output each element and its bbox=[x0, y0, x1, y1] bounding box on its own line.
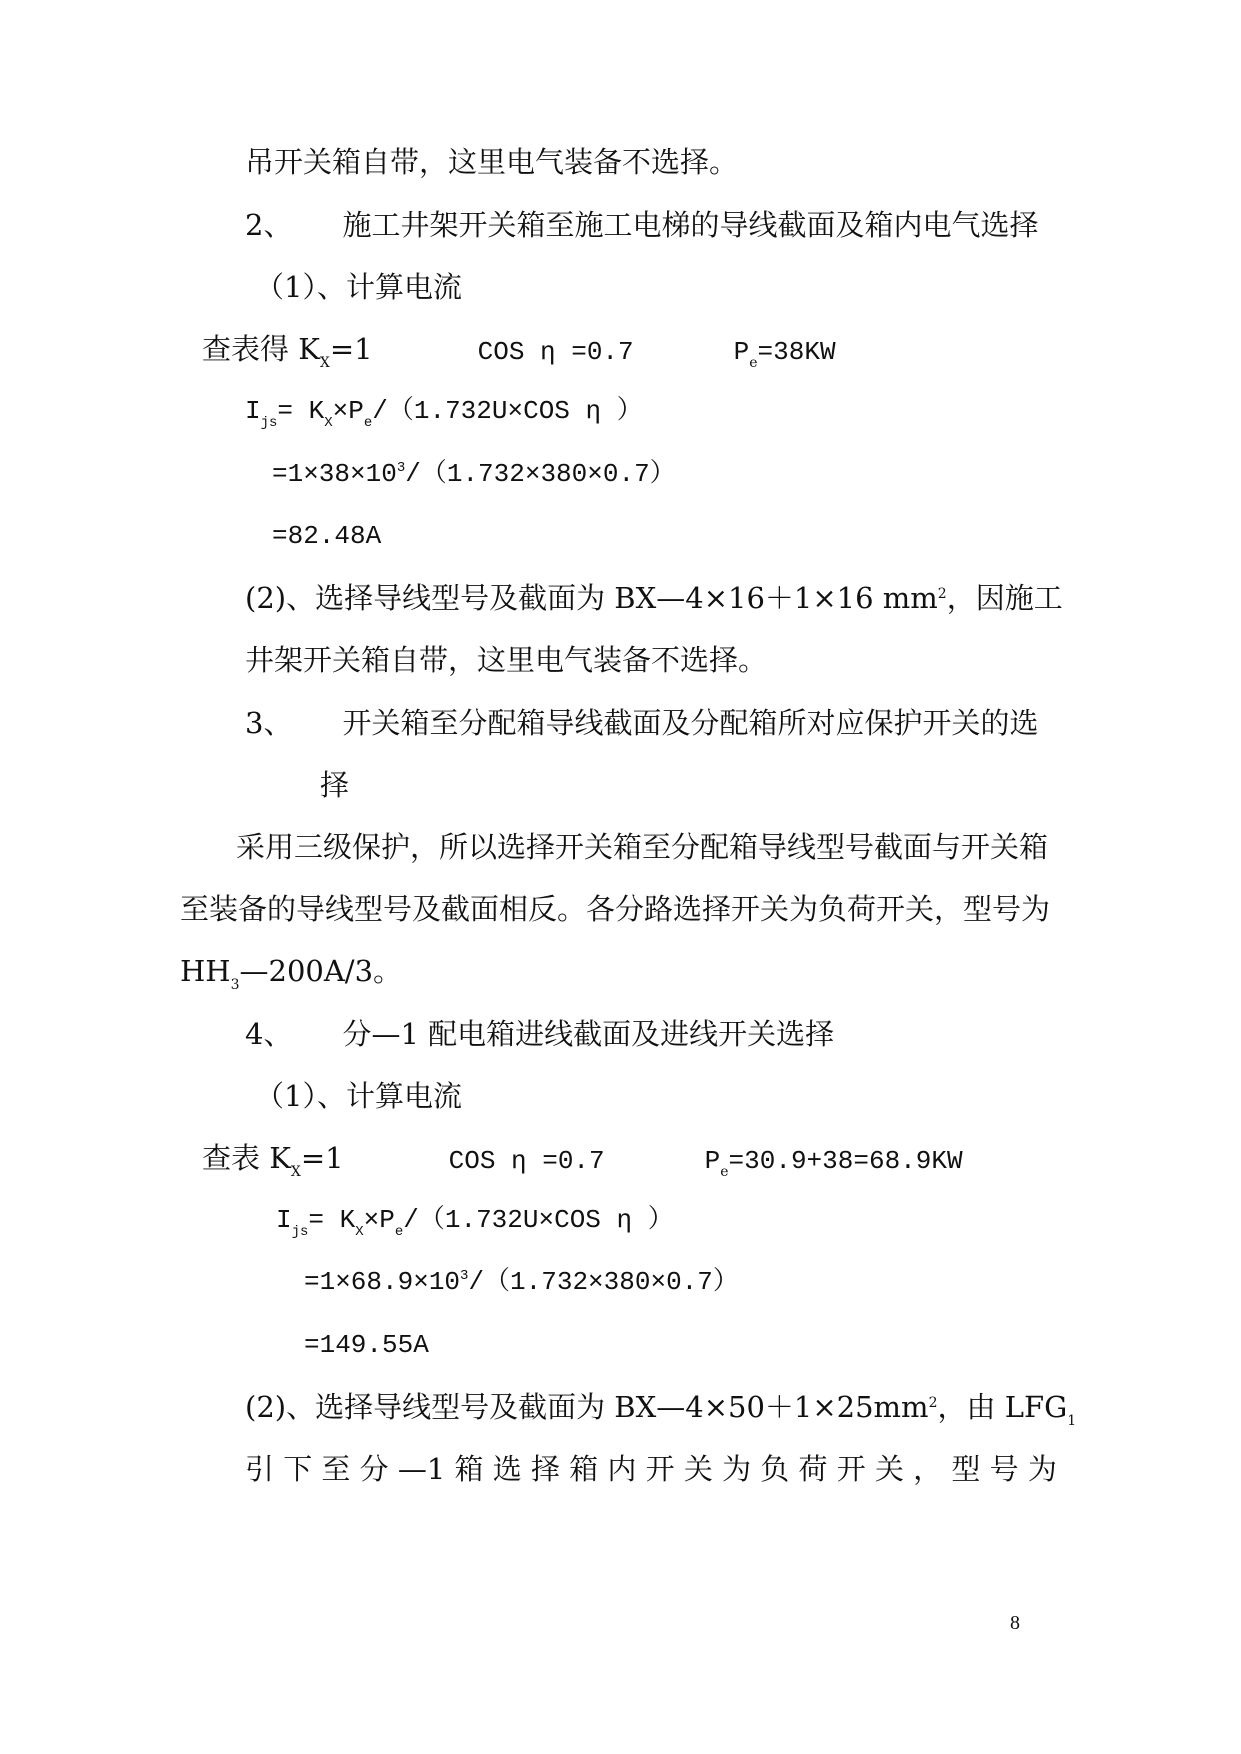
text: 引 下 至 分 —1 箱 选 择 箱 内 开 关 为 负 荷 开 关 ， 型 号 为 bbox=[245, 1452, 1057, 1486]
text: =1×68.9×10 bbox=[304, 1267, 461, 1297]
paragraph-line bbox=[245, 1449, 1057, 1489]
section-heading bbox=[245, 1014, 834, 1054]
section-title: 开关箱至分配箱导线截面及分配箱所对应保护开关的选 bbox=[342, 706, 1039, 740]
subscript: e bbox=[749, 355, 758, 371]
subscript: e bbox=[720, 1164, 729, 1180]
subscript: 1 bbox=[1067, 1413, 1077, 1429]
text: 采用三级保护，所以选择开关箱至分配箱导线型号截面与开关箱 bbox=[236, 830, 1049, 864]
text: /（1.732×380×0.7） bbox=[468, 1267, 739, 1297]
text: =1 bbox=[300, 1141, 344, 1175]
text: = K bbox=[308, 1205, 356, 1235]
text: 择 bbox=[320, 768, 350, 802]
page-number: 8 bbox=[1010, 1612, 1020, 1634]
paragraph-line bbox=[245, 142, 738, 182]
text: ×P bbox=[363, 1205, 395, 1235]
formula-result bbox=[272, 516, 381, 556]
superscript: 2 bbox=[928, 1395, 938, 1411]
text: (2)、选择导线型号及截面为 BX—4×16＋1×16 mm bbox=[245, 581, 938, 615]
text: ，因施工 bbox=[946, 581, 1063, 615]
text: =30.9+38=68.9KW bbox=[728, 1146, 963, 1176]
lookup-line bbox=[202, 1138, 963, 1184]
text: =149.55A bbox=[304, 1330, 429, 1360]
subsection-heading bbox=[255, 267, 462, 307]
section-title: 分—1 配电箱进线截面及进线开关选择 bbox=[342, 1017, 835, 1051]
text: 查表 K bbox=[202, 1141, 291, 1175]
section-heading-cont bbox=[320, 765, 349, 805]
text: /（1.732U×COS η ） bbox=[372, 396, 643, 426]
text: I bbox=[276, 1205, 292, 1235]
superscript: 3 bbox=[460, 1268, 469, 1284]
text: (2)、选择导线型号及截面为 BX—4×50＋1×25mm bbox=[245, 1390, 929, 1424]
text: = K bbox=[277, 396, 325, 426]
formula-result bbox=[304, 1325, 429, 1365]
text: /（1.732U×COS η ） bbox=[403, 1205, 674, 1235]
text: 吊开关箱自带，这里电气装备不选择。 bbox=[245, 145, 739, 179]
text: =82.48A bbox=[272, 521, 382, 551]
section-heading bbox=[245, 703, 1038, 743]
subscript: js bbox=[291, 1224, 309, 1240]
formula-line bbox=[304, 1262, 739, 1306]
paragraph-line bbox=[236, 827, 1048, 867]
paragraph-line bbox=[245, 640, 767, 680]
paragraph-line bbox=[180, 889, 1050, 929]
paragraph-line bbox=[245, 578, 1063, 624]
text: 查表得 K bbox=[202, 332, 320, 366]
subscript: js bbox=[260, 415, 278, 431]
subsection-heading bbox=[255, 1076, 462, 1116]
lookup-line bbox=[202, 329, 836, 375]
text: COS η =0.7 bbox=[477, 337, 634, 367]
text: 至装备的导线型号及截面相反。各分路选择开关为负荷开关，型号为 bbox=[180, 892, 1051, 926]
paragraph-line bbox=[180, 951, 402, 997]
text: —200A/3。 bbox=[239, 954, 403, 988]
subscript: X bbox=[324, 415, 333, 431]
section-number: 2、 bbox=[245, 208, 293, 242]
section-heading bbox=[245, 205, 1038, 245]
subscript: 3 bbox=[230, 977, 240, 993]
superscript: 2 bbox=[937, 586, 947, 602]
text: I bbox=[245, 396, 261, 426]
section-number: 3、 bbox=[245, 706, 293, 740]
formula-line bbox=[272, 454, 676, 498]
text: COS η =0.7 bbox=[448, 1146, 605, 1176]
text: ，由 LFG bbox=[937, 1390, 1068, 1424]
formula-line bbox=[276, 1200, 674, 1244]
text: =1 bbox=[329, 332, 373, 366]
text: P bbox=[704, 1146, 721, 1176]
text: /（1.732×380×0.7） bbox=[405, 459, 676, 489]
text: P bbox=[733, 337, 750, 367]
section-title: 施工井架开关箱至施工电梯的导线截面及箱内电气选择 bbox=[342, 208, 1039, 242]
formula-line bbox=[245, 391, 643, 435]
section-number: 4、 bbox=[245, 1017, 293, 1051]
superscript: 3 bbox=[396, 460, 406, 476]
paragraph-line bbox=[245, 1387, 1076, 1433]
text: HH bbox=[180, 954, 231, 988]
text: （1）、计算电流 bbox=[255, 1079, 462, 1113]
text: =38KW bbox=[757, 337, 836, 367]
text: 井架开关箱自带，这里电气装备不选择。 bbox=[245, 643, 768, 677]
subscript: X bbox=[319, 355, 330, 371]
text: =1×38×10 bbox=[272, 459, 397, 489]
subscript: X bbox=[290, 1164, 301, 1180]
subscript: X bbox=[355, 1224, 364, 1240]
subscript: e bbox=[394, 1224, 404, 1240]
text: （1）、计算电流 bbox=[255, 270, 462, 304]
text: ×P bbox=[332, 396, 364, 426]
subscript: e bbox=[363, 415, 373, 431]
